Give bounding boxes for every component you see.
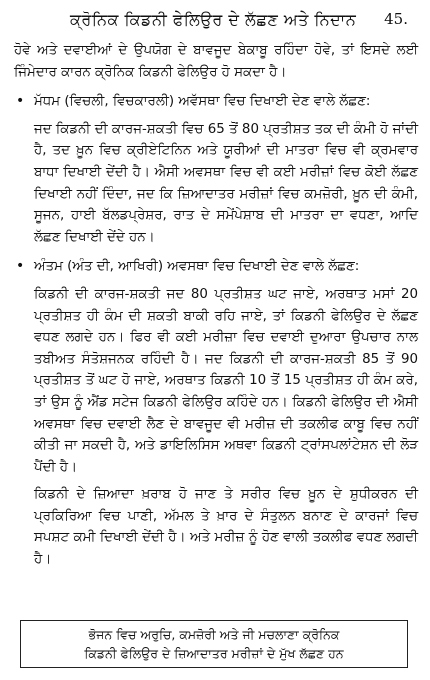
page-number: 45. xyxy=(384,10,408,28)
section-final-stage xyxy=(14,256,418,478)
section-heading: ਮੱਧਮ (ਵਿਚਲੀ, ਵਿਚਕਾਰਲੀ) ਅਵੱਸਥਾ ਵਿਚ ਦਿਖਾਈ ਦੇਣ ਵਾਲੇ ਲੱਛਣ: xyxy=(34,94,371,110)
closing-paragraph: ਕਿਡਨੀ ਦੇ ਜ਼ਿਆਦਾ ਖ਼ਰਾਬ ਹੋ ਜਾਣ ਤੇ ਸਰੀਰ ਵਿਚ ਖ਼ੂਨ ਦੇ ਸ਼ੁਧੀਕਰਨ ਦੀ ਪ੍ਰਕਿਰਿਆ ਵਿਚ ਪਾਣੀ, ਅੱਮਲ ਤੇ ਖ਼ਾਰ ਦੇ ਸੰਤੁਲਨ ਬਨਾਣ ਦੇ ਕਾਰਜਾਂ ਵਿਚ ਸਪਸ਼ਟ ਕਮੀ ਦਿਖਾਈ ਦੇਂਦੀ ਹੈ। ਅਤੇ ਮਰੀਜ਼ ਨੂੰ ਹੋਣ ਵਾਲੀ ਤਕਲੀਫ ਵਧਣ ਲਗਦੀ ਹੈ। xyxy=(34,487,418,568)
section-paragraph: ਕਿਡਨੀ ਦੀ ਕਾਰਜ-ਸ਼ਕਤੀ ਜਦ 80 ਪ੍ਰਤੀਸ਼ਤ ਘਟ ਜਾਏ, ਅਰਥਾਤ ਮਸਾਂ 20 ਪ੍ਰਤੀਸ਼ਤ ਹੀ ਕੰਮ ਦੀ ਸ਼ਕਤੀ ਬਾਕੀ ਰਹਿ ਜਾਏ, ਤਾਂ ਕਿਡਨੀ ਫੇਲਿਉਰ ਦੇ ਲੱਛਣ ਵਧਣ ਲਗਦੇ ਹਨ। ਫਿਰ ਵੀ ਕਈ ਮਰੀਜ਼ਾ ਵਿਚ ਦਵਾਈ ਦੁਆਰਾ ਉਪਚਾਰ ਨਾਲ ਤਬੀਅਤ ਸੰਤੋਸ਼ਜਨਕ ਰਹਿੰਦੀ ਹੈ। ਜਦ ਕਿਡਨੀ ਦੀ ਕਾਰਜ-ਸ਼ਕਤੀ 85 ਤੋਂ 90 ਪ੍ਰਤੀਸ਼ਤ ਤੋਂ ਘਟ ਹੋ ਜਾਏ, ਅਰਥਾਤ ਕਿਡਨੀ 10 ਤੋਂ 15 ਪ੍ਰਤੀਸ਼ਤ ਹੀ ਕੰਮ ਕਰੇ, ਤਾਂ ਉਸ ਨੂੰ ਐਂਡ ਸਟੇਜ ਕਿਡਨੀ ਫੇਲਿਉਰ ਕਹਿੰਦੇ ਹਨ। ਕਿਡਨੀ ਫੇਲਿਉਰ ਦੀ ਐਸੀ ਅਵਸਥਾ ਵਿਚ ਦਵਾਈ ਲੈਣ ਦੇ ਬਾਵਜੂਦ ਵੀ ਮਰੀਜ਼ ਦੀ ਤਕਲੀਫ ਕਾਬੂ ਵਿਚ ਨਹੀਂ ਕੀਤੀ ਜਾ ਸਕਦੀ ਹੈ, ਅਤੇ ਡਾਇਲਿਸਿਸ ਅਥਵਾ ਕਿਡਨੀ ਟ੍ਰਾਂਸਪਲਾਂਟੇਸ਼ਨ ਦੀ ਲੋੜ ਪੈਂਦੀ ਹੈ। xyxy=(34,286,418,475)
intro-paragraph: ਹੋਵੇ ਅਤੇ ਦਵਾਈਆਂ ਦੇ ਉਪਯੋਗ ਦੇ ਬਾਵਜੂਦ ਬੇਕਾਬੂ ਰਹਿੰਦਾ ਹੋਵੇ, ਤਾਂ ਇਸਦੇ ਲਈ ਜਿੰਮੇਦਾਰ ਕਾਰਨ ਕ੍ਰੋਨਿਕ ਕਿਡਨੀ ਫੇਲਿਉਰ ਹੋ ਸਕਦਾ ਹੈ। xyxy=(14,43,418,80)
note-line-1: ਭੋਜਨ ਵਿਚ ਅਰੁਚਿ, ਕਮਜ਼ੋਰੀ ਅਤੇ ਜੀ ਮਚਲਾਣਾ ਕ੍ਰੋਨਿਕ xyxy=(88,627,340,642)
note-line-2: ਕਿਡਨੀ ਫੇਲਿਉਰ ਦੇ ਜ਼ਿਆਦਾਤਰ ਮਰੀਜ਼ਾਂ ਦੇ ਮੁੱਖ ਲੱਛਣ ਹਨ xyxy=(84,646,344,661)
highlight-note-box xyxy=(20,620,408,668)
running-title: ਕ੍ਰੋਨਿਕ ਕਿਡਨੀ ਫੇਲਿਉਰ ਦੇ ਲੱਛਣ ਅਤੇ ਨਿਦਾਨ xyxy=(70,10,357,29)
page-header xyxy=(0,8,430,34)
bullet-icon: • xyxy=(16,258,25,275)
section-moderate-stage xyxy=(14,91,418,248)
section-heading: ਅੰਤਮ (ਅੰਤ ਦੀ, ਆਖਿਰੀ) ਅਵਸਥਾ ਵਿਚ ਦਿਖਾਈ ਦੇਣ ਵਾਲੇ ਲੱਛਣ: xyxy=(34,259,360,275)
bullet-icon: • xyxy=(16,93,25,110)
main-text xyxy=(14,40,418,571)
section-paragraph: ਜਦ ਕਿਡਨੀ ਦੀ ਕਾਰਜ-ਸ਼ਕਤੀ ਵਿਚ 65 ਤੋਂ 80 ਪ੍ਰਤੀਸ਼ਤ ਤਕ ਦੀ ਕੰਮੀ ਹੋ ਜਾਂਦੀ ਹੈ, ਤਦ ਖ਼ੂਨ ਵਿਚ ਕ੍ਰੀਏਟਿਨਿਨ ਅਤੇ ਯੂਰੀਆਂ ਦੀ ਮਾਤਰਾ ਵਿਚ ਵੀ ਕ੍ਰਮਵਾਰ ਬਾਧਾ ਦਿਖਾਈ ਦੇਂਦੀ ਹੈ। ਐਸੀ ਅਵਸਥਾ ਵਿਚ ਵੀ ਕਈ ਮਰੀਜ਼ਾਂ ਵਿਚ ਕੋਈ ਲੱਛਣ ਦਿਖਾਈ ਨਹੀਂ ਦਿੰਦਾ, ਜਦ ਕਿ ਜ਼ਿਆਦਾਤਰ ਮਰੀਜ਼ਾਂ ਵਿਚ ਕਮਜ਼ੋਰੀ, ਖ਼ੂਨ ਦੀ ਕੰਮੀ, ਸੂਜਨ, ਹਾਈ ਬੱਲਡਪ੍ਰੇਸ਼ਰ, ਰਾਤ ਦੇ ਸਮੇਂਪੇਸ਼ਾਬ ਦੀ ਮਾਤਰਾ ਦਾ ਵਧਣਾ, ਆਦਿ ਲੱਛਣ ਦਿਖਾਈ ਦੇਂਦੇ ਹਨ। xyxy=(34,121,418,245)
